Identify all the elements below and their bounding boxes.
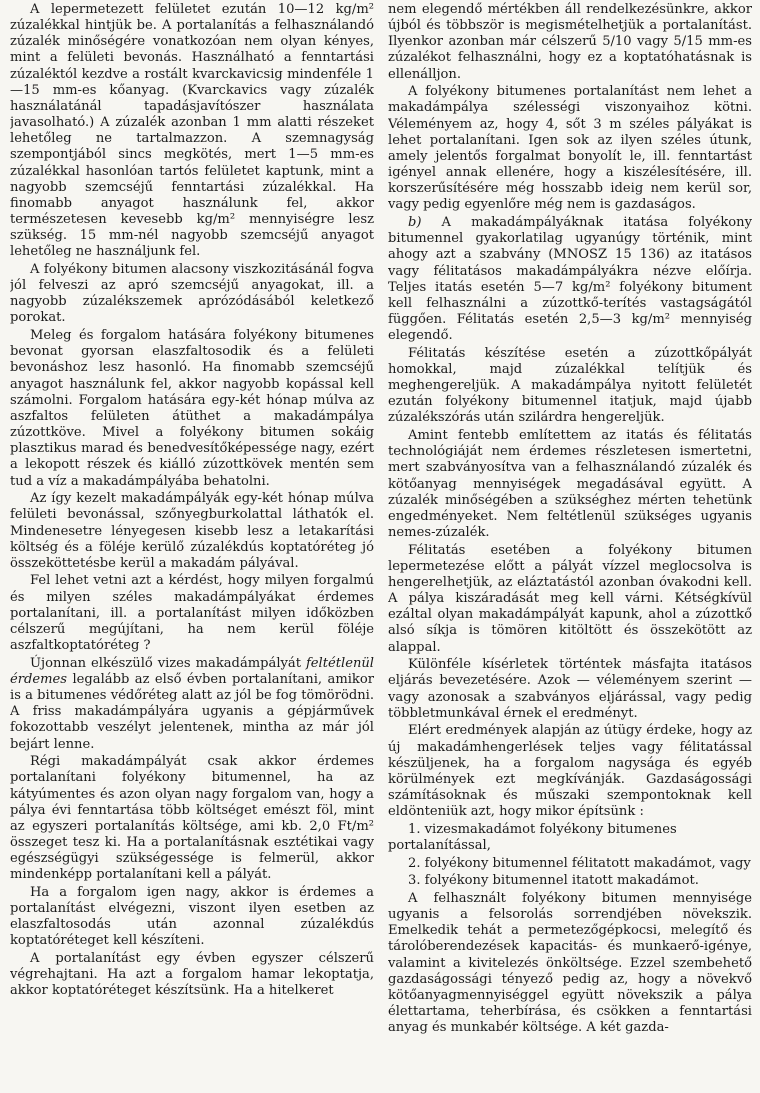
paragraph: A folyékony bitumenes portalanítást nem lehet a makadámpálya szélességi viszonyaihoz kötni. Véleményem az, hogy 4, sőt 3 m széles pályákat is lehet portalanítani. Igen sok az ilyen széles útunk, amely jelentős forgalmat bonyolít le, ill. fenntartást igényel annak ellenére, hogy a kiszélesítésére, ill. korszerűsítésére még hosszabb ideig nem kerül sor, vagy pedig egyenlőre még nem is gazdaságos. [388,84,752,213]
paragraph: Különféle kísérletek történtek másfajta itatásos eljárás bevezetésére. Azok — véleményem szerint — vagy azonosak a szabványos eljárással, vagy pedig többletmunkával érnek el eredményt. [388,657,752,721]
list-item: 2. folyékony bitumennel félitatott makadámot, vagy [408,855,751,871]
paragraph: Fel lehet vetni azt a kérdést, hogy milyen forgalmú és milyen széles makadámpályákat érdemes portalanítani, ill. a portalanítást milyen időközben célszerű megújítani, ha nem kerül föléje aszfaltkoptatóréteg ? [10,573,374,654]
emphasis: b) [408,215,422,231]
list-item: 3. folyékony bitumennel itatott makadámot. [408,873,699,889]
paragraph: Meleg és forgalom hatására folyékony bitumenes bevonat gyorsan elaszfaltosodik és a felületi bevonáshoz lesz hasonló. Ha finomabb szemcséjű anyagot használunk fel, akkor nagyobb kopással kell számolni. Forgalom hatására egy-két hónap múlva az aszfaltos felületen átüthet a makadámpálya zúzottköve. Mivel a folyékony bitumen sokáig plasztikus marad és benedvesítőképessége nagy, ezért a lekopott részek és kiálló zúzottkövek mentén sem tud a víz a makadámpályába behatolni. [10,328,374,489]
list-item: 1. vizesmakadámot folyékony bitumenes portalanítással, [388,821,677,853]
paragraph: A felhasznált folyékony bitumen mennyisége ugyanis a felsorolás sorrendjében növekszik. Emelkedik tehát a permetezőgépkocsi, melegítő és tárolóberendezések kapacitás- és munkaerő-igénye, valamint a kivitelezés önköltsége. Ezzel szembehető gazdaságossági tényező pedig az, hogy a növekvő kötőanyagmennyiséggel együtt növekszik a pálya élettartama, teherbírása, és csökken a fenntartási anyag és munkabér költsége. A két gazda- [388,890,752,1036]
paragraph: b) A makadámpályáknak itatása folyékony bitumennel gyakorlatilag ugyanúgy történik, mint ahogy azt a szabvány (MNOSZ 15 136) az itatásos vagy félitatásos makadámpályákra nézve előírja. Teljes itatás esetén 5—7 kg/m² folyékony bitument kell felhasználni a zúzottkő-terítés vastagságától függően. Félitatás esetén 2,5—3 kg/m² mennyiség elegendő. [388,215,752,344]
paragraph: A portalanítást egy évben egyszer célszerű végrehajtani. Ha azt a forgalom hamar lekoptatja, akkor koptatóréteget készítsünk. Ha a hitelkeret [10,951,374,999]
paragraph: nem elegendő mértékben áll rendelkezésünkre, akkor újból és többször is megismételhetjük a portalanítást. Ilyenkor azonban már célszerű 5/10 vagy 5/15 mm-es zúzalékot felhasználni, hogy ez a koptatóhatásnak is ellenálljon. [388,2,752,82]
paragraph: Újonnan elkészülő vizes makadámpályát feltétlenül érdemes legalább az első évben portalanítani, amikor is a bitumenes védőréteg alatt az jól be fog tömörödni. A friss makadámpályára ugyanis a gépjárművek fokozottabb veszélyt jelentenek, mintha az már jól bejárt lenne. [10,655,374,752]
paragraph: Félitatás készítése esetén a zúzottkőpályát homokkal, majd zúzalékkal telítjük és meghengereljük. A makadámpálya nyitott felületét ezután folyékony bitumennel itatjuk, majd újabb zúzalékszórás után szilárdra hengereljük. [388,345,752,426]
paragraph: Amint fentebb említettem az itatás és félitatás technológiáját nem érdemes részletesen ismertetni, mert szabványosítva van a felhasználandó zúzalék és kötőanyag mennyiségek megadásával együtt. A zúzalék minőségében a szükséghez mérten tehetünk engedményeket. Nem feltétlenül szükséges ugyanis nemes-zúzalék. [388,428,752,540]
paragraph: Az így kezelt makadámpályák egy-két hónap múlva felületi bevonással, szőnyegburkolattal láthatók el. Mindenesetre lényegesen kisebb lesz a letakarítási költség és a föléje kerülő zúzalékdús koptatóréteg jó összeköttetésbe kerül a makadám pályával. [10,491,374,571]
paragraph: A folyékony bitumen alacsony viszkozitásánál fogva jól felveszi az apró szemcséjű anyagokat, ill. a nagyobb zúzalékszemek aprózódásából keletkező porokat. [10,262,374,326]
text-column-right [388,2,752,1093]
paragraph: Félitatás esetében a folyékony bitumen lepermetezése előtt a pályát vízzel meglocsolva is hengerelhetjük, az eláztatástól azonban óvakodni kell. A pálya kiszáradását meg kell várni. Kétségkívül ezáltal olyan makadámpályát kapunk, ahol a zúzottkő alsó síkja is tömören kitöltött és összekötött az alappal. [388,542,752,655]
paragraph: Régi makadámpályát csak akkor érdemes portalanítani folyékony bitumennel, ha az kátyúmentes és azon olyan nagy forgalom van, hogy a pálya évi fenntartása több költséget emészt föl, mint az egyszeri portalanítás költsége, ami kb. 2,0 Ft/m² összeget tesz ki. Ha a portalanításnak esztétikai vagy egészségügyi szükségessége is felmerül, akkor mindenképp portalanítani kell a pályát. [10,754,374,883]
text-column-left [10,2,374,1093]
paragraph: Elért eredmények alapján az útügy érdeke, hogy az új makadámhengerlések teljes vagy félitatással készüljenek, ha a forgalom nagysága és egyéb körülmények ezt megkívánják. Gazdaságossági számításoknak és műszaki szempontoknak kell eldönteniük azt, hogy mikor építsünk : [388,723,752,820]
paragraph: A lepermetezett felületet ezután 10—12 kg/m² zúzalékkal hintjük be. A portalanítás a felhasználandó zúzalék minőségére vonatkozóan nem olyan kényes, mint a felületi bevonás. Használható a fenntartási zúzaléktól kezdve a rostált kvarckavicsig mindenféle 1—15 mm-es kőanyag. (Kvarckavics vagy zúzalék használatánál tapadásjavítószer használata javasolható.) A zúzalék azonban 1 mm alatti részeket lehetőleg ne tartalmazzon. A szemnagyság szempontjából sincs megkötés, mert 1—5 mm-es zúzalékkal hasonlóan tartós felületet kaptunk, mint a nagyobb szemcséjű fenntartási zúzalékkal. Ha finomabb anyagot használunk fel, akkor természetesen kevesebb kg/m² mennyiségre lesz szükség. 15 mm-nél nagyobb szemcséjű anyagot lehetőleg ne használjunk fel. [10,2,374,260]
paragraph: Ha a forgalom igen nagy, akkor is érdemes a portalanítást elvégezni, viszont ilyen esetben az elaszfaltosodás után azonnal zúzalékdús koptatóréteget kell készíteni. [10,884,374,949]
emphasis: feltétlenül érdemes [10,655,374,687]
